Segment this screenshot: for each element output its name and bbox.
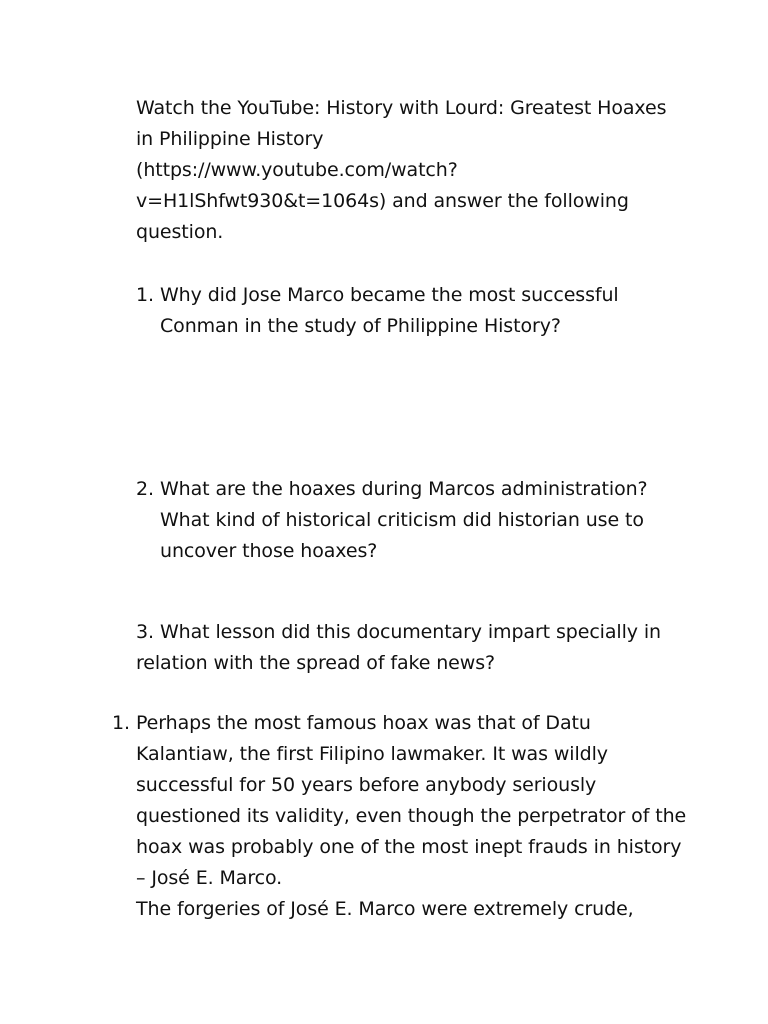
answer-1-line-1: Perhaps the most famous hoax was that of Datu (136, 712, 591, 734)
question-3-line-2: relation with the spread of fake news? (136, 652, 495, 674)
question-1-line-1: Why did Jose Marco became the most successful (160, 284, 619, 306)
intro-line-4: v=H1lShfwt930&t=1064s) and answer the following (136, 190, 629, 212)
question-1-number: 1. (136, 284, 154, 306)
question-2-line-1: What are the hoaxes during Marcos administration? (160, 478, 648, 500)
answer-1-line-2: Kalantiaw, the first Filipino lawmaker. It was wildly (136, 743, 608, 765)
intro-line-2: in Philippine History (136, 128, 324, 150)
question-2-line-3: uncover those hoaxes? (160, 540, 378, 562)
intro-line-1: Watch the YouTube: History with Lourd: Greatest Hoaxes (136, 97, 667, 119)
answer-1-line-6: – José E. Marco. (136, 867, 283, 889)
answer-1-line-3: successful for 50 years before anybody seriously (136, 774, 597, 796)
question-2-number: 2. (136, 478, 154, 500)
answer-1-line-7: The forgeries of José E. Marco were extremely crude, (136, 898, 634, 920)
intro-line-3: (https://www.youtube.com/watch? (136, 159, 458, 181)
question-3-line-1: What lesson did this documentary impart specially in (160, 621, 661, 643)
intro-line-5: question. (136, 221, 224, 243)
answer-1-number: 1. (112, 712, 130, 734)
question-3-number: 3. (136, 621, 154, 643)
question-2-line-2: What kind of historical criticism did historian use to (160, 509, 644, 531)
answer-1-line-4: questioned its validity, even though the perpetrator of the (136, 805, 687, 827)
question-1-line-2: Conman in the study of Philippine History? (160, 315, 561, 337)
answer-1-line-5: hoax was probably one of the most inept frauds in history (136, 836, 682, 858)
